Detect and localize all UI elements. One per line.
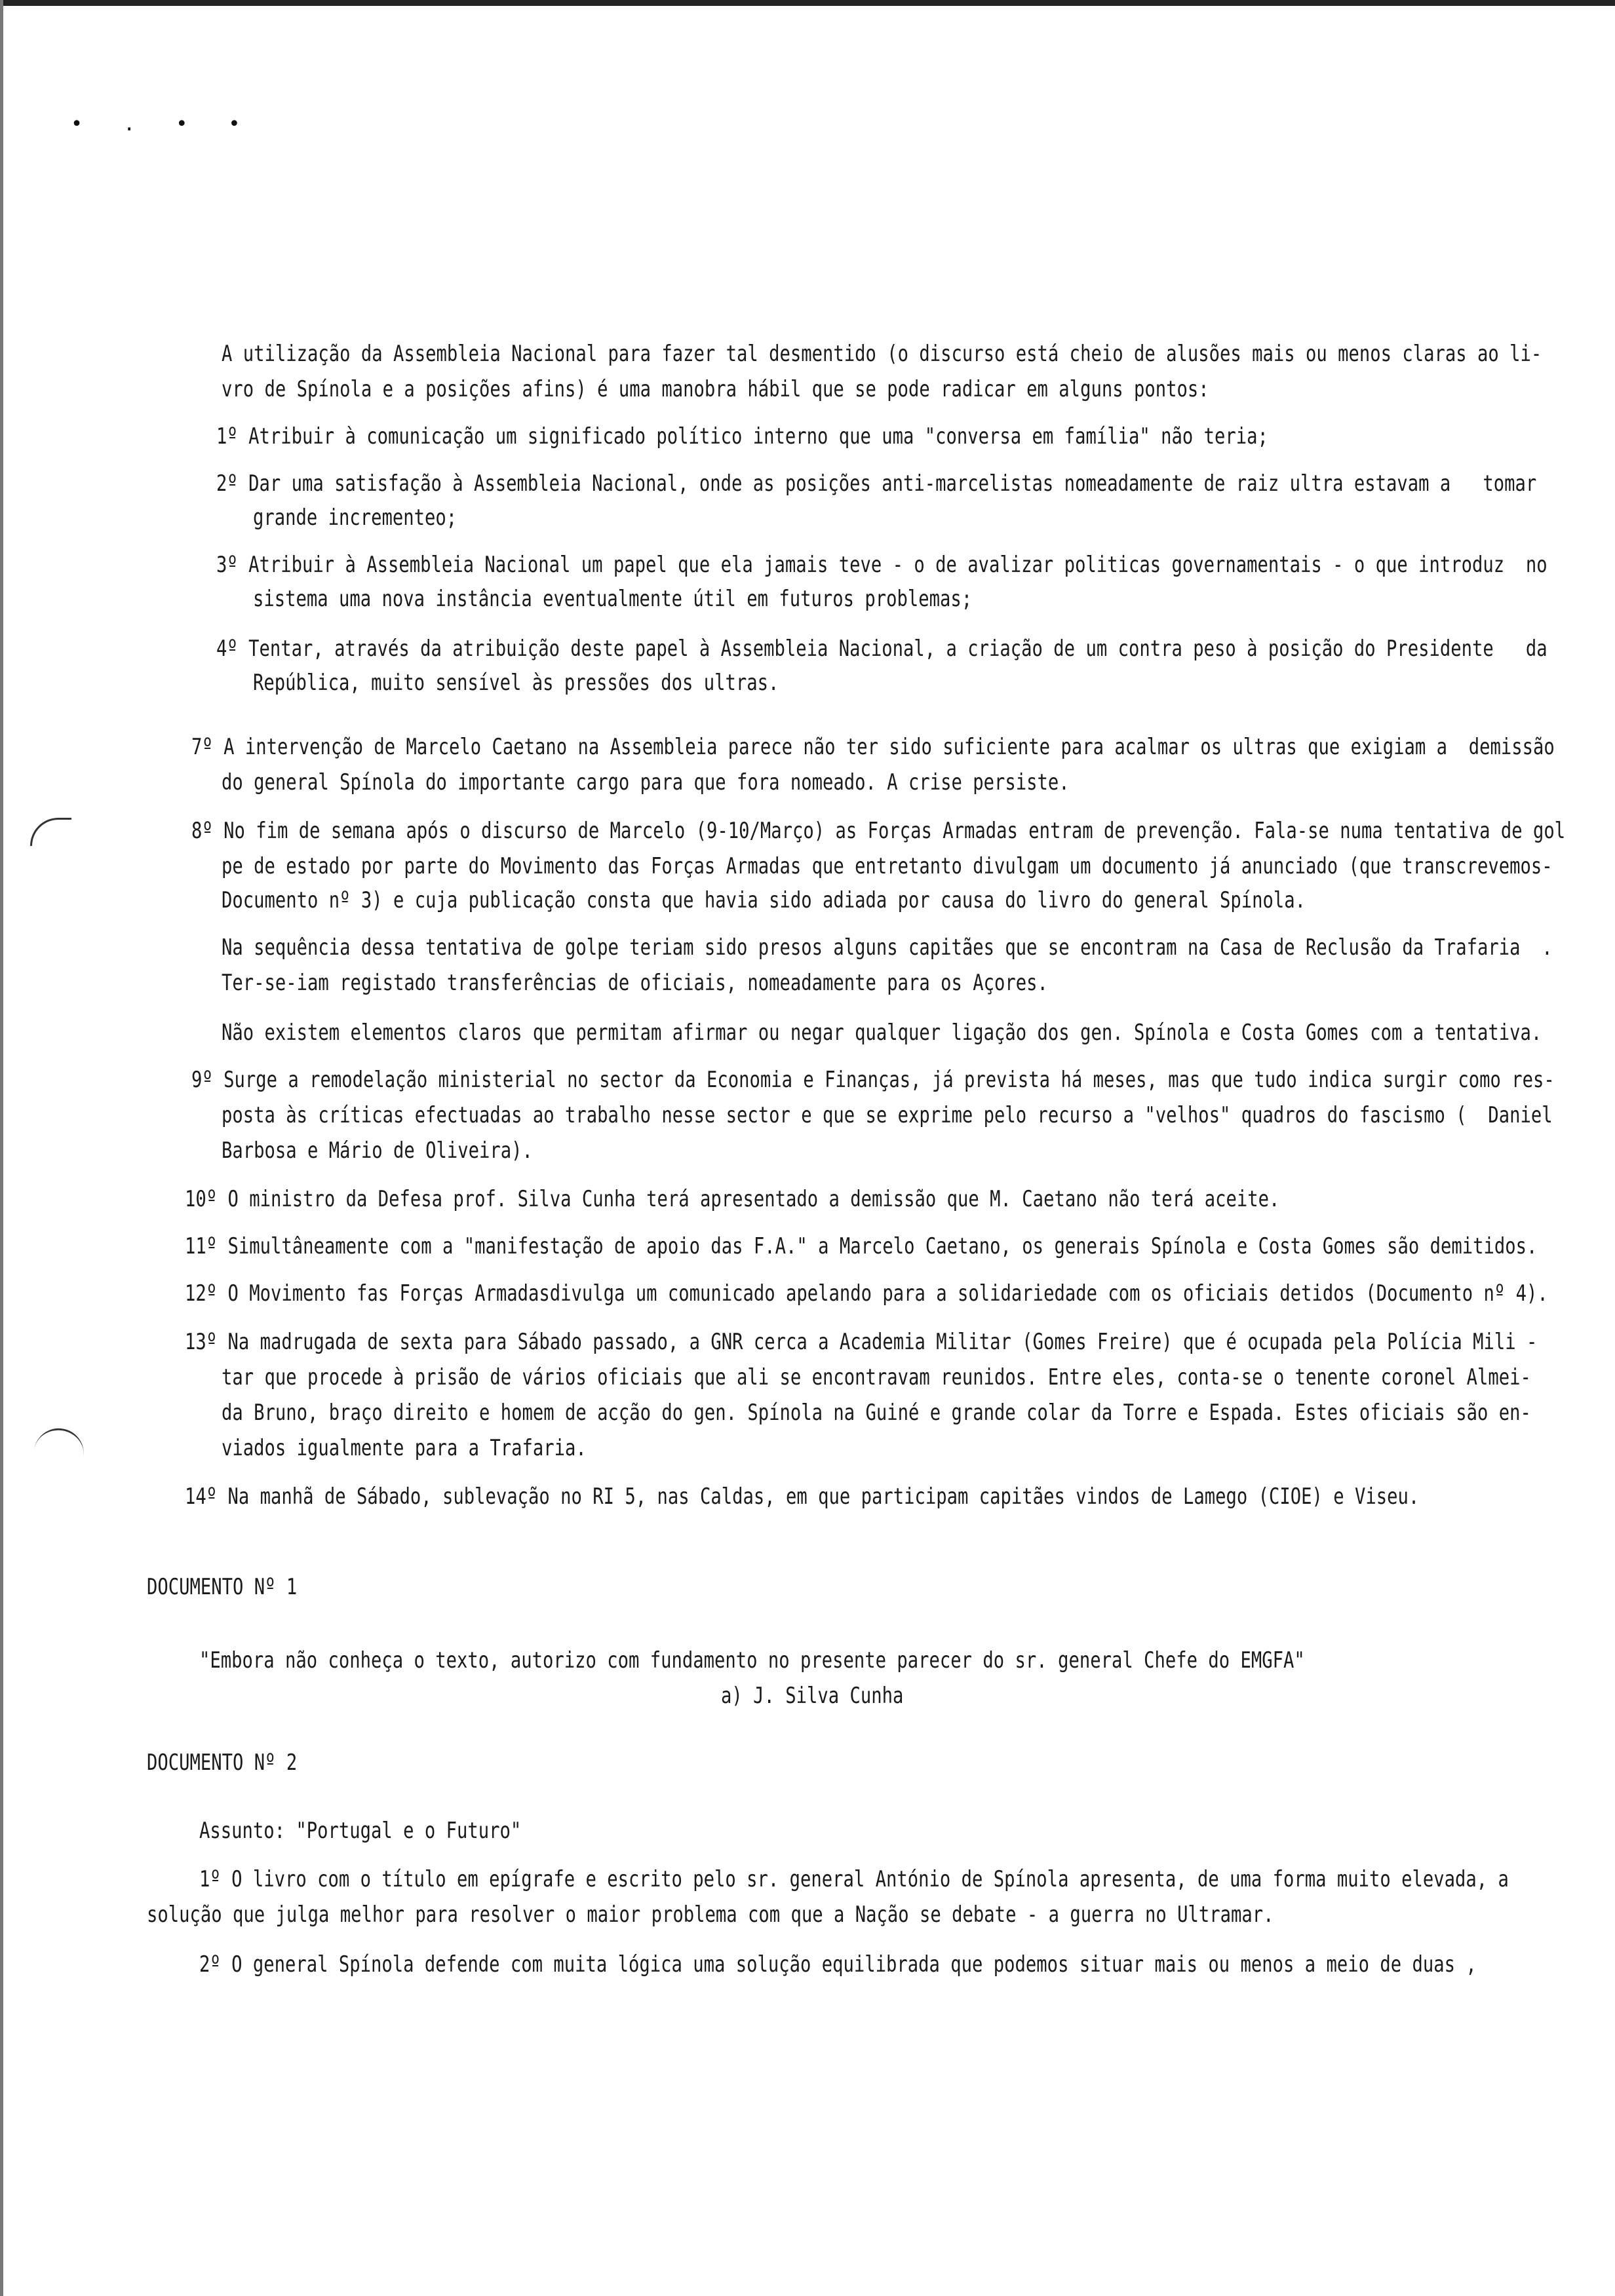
text-line: vro de Spínola e a posições afins) é uma manobra hábil que se pode radicar em alguns pontos:: [222, 376, 1209, 402]
section-14: 14º Na manhã de Sábado, sublevação no RI 5, nas Caldas, em que participam capitães vindos de Lamego (CIOE) e Viseu.: [185, 1483, 1420, 1510]
document-2-point-1: 1º O livro com o título em epígrafe e escrito pelo sr. general António de Spínola apresenta, de uma forma muito elevada, a: [199, 1866, 1509, 1892]
margin-mark: [30, 818, 71, 846]
section-8: 8º No fim de semana após o discurso de Marcelo (9-10/Março) as Forças Armadas entram de prevenção. Fala-se numa tentativa de gol: [191, 818, 1566, 844]
section-13-cont: da Bruno, braço direito e homem de acção do gen. Spínola na Guiné e grande colar da Torre e Espada. Estes oficiais são en-: [222, 1400, 1531, 1426]
document-1-signature: a) J. Silva Cunha: [721, 1683, 904, 1709]
point-2: 2º Dar uma satisfação à Assembleia Nacional, onde as posições anti-marcelistas nomeadamente de raiz ultra estavam a tomar: [216, 470, 1537, 497]
margin-mark: [33, 1425, 87, 1460]
section-13-cont: viados igualmente para a Trafaria.: [222, 1435, 587, 1461]
scan-border-left: [0, 0, 3, 2296]
section-12: 12º O Movimento fas Forças Armadasdivulga um comunicado apelando para a solidariedade com os oficiais detidos (Documento nº 4).: [185, 1280, 1548, 1307]
section-7: 7º A intervenção de Marcelo Caetano na Assembleia parece não ter sido suficiente para acalmar os ultras que exigiam a demissão: [191, 734, 1555, 760]
point-2-cont: grande incrementeo;: [253, 505, 457, 531]
document-2-subject: Assunto: "Portugal e o Futuro": [199, 1818, 522, 1844]
document-2-heading: DOCUMENTO Nº 2: [147, 1750, 298, 1776]
scan-specks: • . • •: [71, 113, 255, 136]
document-2-point-1-cont: solução que julga melhor para resolver o maior problema com que a Nação se debate - a guerra no Ultramar.: [147, 1902, 1274, 1928]
section-9-cont: Barbosa e Mário de Oliveira).: [222, 1138, 533, 1164]
section-10: 10º O ministro da Defesa prof. Silva Cunha terá apresentado a demissão que M. Caetano não terá aceite.: [185, 1186, 1280, 1212]
section-8-para: Ter-se-iam registado transferências de oficiais, nomeadamente para os Açores.: [222, 970, 1048, 996]
text-line: A utilização da Assembleia Nacional para fazer tal desmentido (o discurso está cheio de alusões mais ou menos claras ao li-: [222, 341, 1542, 367]
section-8-cont: pe de estado por parte do Movimento das Forças Armadas que entretanto divulgam um documento já anunciado (que transcrevemos-: [222, 853, 1553, 879]
document-2-point-2: 2º O general Spínola defende com muita lógica uma solução equilibrada que podemos situar mais ou menos a meio de duas ,: [199, 1951, 1477, 1978]
point-1: 1º Atribuir à comunicação um significado político interno que uma "conversa em família" não teria;: [216, 423, 1268, 450]
scan-border-top: [0, 0, 1615, 6]
section-13-cont: tar que procede à prisão de vários oficiais que ali se encontravam reunidos. Entre eles, conta-se o tenente coronel Almei-: [222, 1364, 1531, 1390]
section-8-para: Na sequência dessa tentativa de golpe teriam sido presos alguns capitães que se encontram na Casa de Reclusão da Trafaria .: [222, 934, 1553, 961]
section-13: 13º Na madrugada de sexta para Sábado passado, a GNR cerca a Academia Militar (Gomes Freire) que é ocupada pela Polícia Mili -: [185, 1329, 1538, 1355]
point-4: 4º Tentar, através da atribuição deste papel à Assembleia Nacional, a criação de um contra peso à posição do Presidente da: [216, 636, 1547, 662]
document-1-quote: "Embora não conheça o texto, autorizo com fundamento no presente parecer do sr. general Chefe do EMGFA": [199, 1647, 1305, 1674]
section-8-para: Não existem elementos claros que permitam afirmar ou negar qualquer ligação dos gen. Spínola e Costa Gomes com a tentativa.: [222, 1020, 1542, 1046]
section-11: 11º Simultâneamente com a "manifestação de apoio das F.A." a Marcelo Caetano, os generais Spínola e Costa Gomes são demitidos.: [185, 1233, 1538, 1259]
section-9-cont: posta às críticas efectuadas ao trabalho nesse sector e que se exprime pelo recurso a "velhos" quadros do fascismo ( Daniel: [222, 1102, 1553, 1128]
document-1-heading: DOCUMENTO Nº 1: [147, 1574, 298, 1600]
section-7-cont: do general Spínola do importante cargo para que fora nomeado. A crise persiste.: [222, 769, 1070, 795]
point-3: 3º Atribuir à Assembleia Nacional um papel que ela jamais teve - o de avalizar politicas governamentais - o que introduz no: [216, 552, 1547, 578]
point-3-cont: sistema uma nova instância eventualmente útil em futuros problemas;: [253, 586, 973, 612]
section-9: 9º Surge a remodelação ministerial no sector da Economia e Finanças, já prevista há meses, mas que tudo indica surgir como res-: [191, 1067, 1555, 1093]
point-4-cont: República, muito sensível às pressões dos ultras.: [253, 670, 779, 696]
section-8-cont: Documento nº 3) e cuja publicação consta que havia sido adiada por causa do livro do general Spínola.: [222, 887, 1306, 913]
